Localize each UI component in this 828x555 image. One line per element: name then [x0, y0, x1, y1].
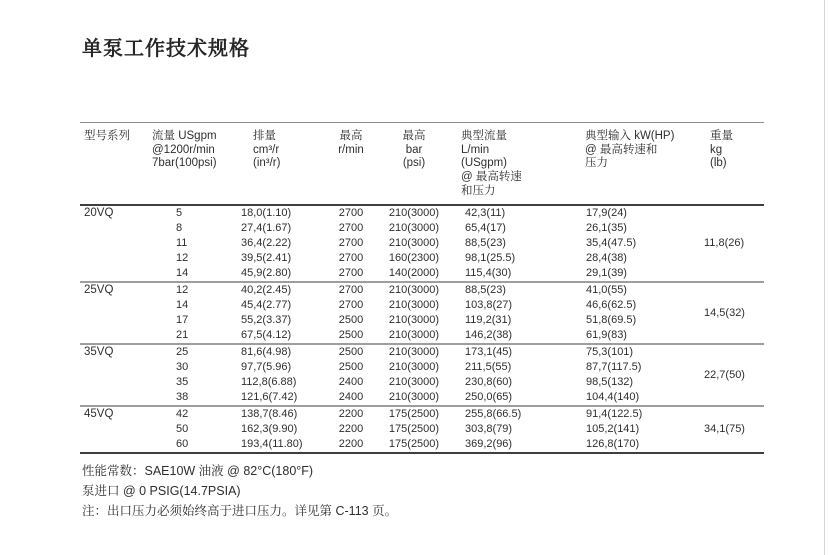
table-row	[80, 313, 764, 328]
pump-spec-table	[80, 122, 764, 454]
max-pressure-value: 210(3000)	[388, 207, 440, 220]
flow-value: 14	[176, 267, 189, 280]
table-row	[80, 298, 764, 313]
model-group-35VQ	[80, 344, 764, 406]
max-pressure-value: 160(2300)	[388, 252, 440, 265]
typical-input-value: 126,8(170)	[586, 438, 640, 451]
flow-value: 5	[176, 207, 183, 220]
displacement-value: 55,2(3.37)	[241, 314, 292, 327]
max-speed-value: 2200	[338, 423, 364, 436]
typical-flow-value: 103,8(27)	[465, 299, 513, 312]
flow-value: 11	[176, 237, 188, 250]
max-pressure-value: 210(3000)	[388, 237, 440, 250]
col-header-max-pressure: 最高 bar (psi)	[402, 130, 426, 170]
note-pump-inlet: 泵进口 @ 0 PSIG(14.7PSIA)	[82, 484, 241, 498]
model-series-label: 20VQ	[84, 206, 114, 219]
flow-value: 12	[176, 284, 189, 297]
max-speed-value: 2700	[338, 207, 364, 220]
max-speed-value: 2700	[338, 267, 364, 280]
flow-value: 42	[176, 408, 189, 421]
max-pressure-value: 210(3000)	[388, 329, 440, 342]
max-pressure-value: 210(3000)	[388, 346, 440, 359]
max-speed-value: 2700	[338, 222, 364, 235]
flow-value: 12	[176, 252, 189, 265]
weight-value: 14,5(32)	[704, 306, 745, 319]
typical-flow-value: 65,4(17)	[465, 222, 506, 235]
max-pressure-value: 210(3000)	[388, 222, 440, 235]
displacement-value: 40,2(2.45)	[241, 284, 292, 297]
table-row	[80, 422, 764, 437]
max-pressure-value: 210(3000)	[388, 391, 440, 404]
flow-value: 21	[176, 329, 189, 342]
max-pressure-value: 210(3000)	[388, 361, 440, 374]
displacement-value: 39,5(2.41)	[241, 252, 292, 265]
flow-value: 25	[176, 346, 189, 359]
typical-flow-value: 250,0(65)	[465, 391, 513, 404]
col-header-max-speed: 最高 r/min	[338, 130, 364, 156]
typical-input-value: 104,4(140)	[586, 391, 640, 404]
table-row	[80, 221, 764, 236]
displacement-value: 121,6(7.42)	[241, 391, 298, 404]
max-pressure-value: 210(3000)	[388, 284, 440, 297]
max-pressure-value: 210(3000)	[388, 376, 440, 389]
flow-value: 14	[176, 299, 189, 312]
weight-value: 34,1(75)	[704, 423, 745, 436]
displacement-value: 162,3(9.90)	[241, 423, 298, 436]
table-header-row	[80, 123, 764, 205]
model-series-label: 45VQ	[84, 407, 114, 420]
col-header-model: 型号系列	[84, 130, 130, 142]
table-row	[80, 282, 764, 298]
max-pressure-value: 210(3000)	[388, 314, 440, 327]
typical-input-value: 28,4(38)	[586, 252, 627, 265]
typical-input-value: 98,5(132)	[586, 376, 634, 389]
typical-input-value: 46,6(62.5)	[586, 299, 637, 312]
flow-value: 60	[176, 438, 189, 451]
flow-value: 50	[176, 423, 189, 436]
note-performance-constants: 性能常数：SAE10W 油液 @ 82°C(180°F)	[82, 464, 314, 478]
flow-value: 17	[176, 314, 189, 327]
table-row	[80, 360, 764, 375]
table-row	[80, 406, 764, 422]
note-outlet-pressure: 注：出口压力必须始终高于进口压力。详见第 C-113 页。	[82, 504, 398, 518]
flow-value: 35	[176, 376, 189, 389]
model-group-45VQ	[80, 406, 764, 453]
displacement-value: 81,6(4.98)	[241, 346, 292, 359]
flow-value: 8	[176, 222, 183, 235]
col-header-typical-input: 典型输入 kW(HP) @ 最高转速和 压力	[585, 130, 675, 170]
typical-input-value: 41,0(55)	[586, 284, 627, 297]
max-speed-value: 2700	[338, 237, 364, 250]
max-speed-value: 2200	[338, 408, 364, 421]
table-row	[80, 205, 764, 221]
table-row	[80, 328, 764, 344]
typical-input-value: 75,3(101)	[586, 346, 634, 359]
displacement-value: 67,5(4.12)	[241, 329, 292, 342]
model-series-label: 25VQ	[84, 283, 114, 296]
typical-input-value: 17,9(24)	[586, 207, 627, 220]
weight-value: 22,7(50)	[704, 368, 745, 381]
typical-flow-value: 42,3(11)	[465, 207, 506, 220]
flow-value: 30	[176, 361, 189, 374]
displacement-value: 193,4(11.80)	[241, 438, 303, 451]
flow-value: 38	[176, 391, 189, 404]
max-speed-value: 2500	[338, 314, 364, 327]
table-row	[80, 344, 764, 360]
table-row	[80, 266, 764, 282]
typical-flow-value: 88,5(23)	[465, 284, 506, 297]
max-pressure-value: 175(2500)	[388, 408, 440, 421]
table-row	[80, 390, 764, 406]
max-pressure-value: 140(2000)	[388, 267, 440, 280]
max-speed-value: 2700	[338, 299, 364, 312]
typical-input-value: 29,1(39)	[586, 267, 627, 280]
table-row	[80, 251, 764, 266]
typical-flow-value: 115,4(30)	[465, 267, 512, 280]
typical-input-value: 91,4(122.5)	[586, 408, 643, 421]
typical-input-value: 26,1(35)	[586, 222, 627, 235]
max-pressure-value: 210(3000)	[388, 299, 440, 312]
typical-input-value: 51,8(69.5)	[586, 314, 637, 327]
typical-input-value: 35,4(47.5)	[586, 237, 637, 250]
page-title: 单泵工作技术规格	[82, 38, 250, 60]
displacement-value: 45,4(2.77)	[241, 299, 292, 312]
model-group-20VQ	[80, 205, 764, 282]
col-header-flow: 流量 USgpm @1200r/min 7bar(100psi)	[152, 130, 217, 170]
max-speed-value: 2500	[338, 329, 364, 342]
max-speed-value: 2400	[338, 391, 364, 404]
displacement-value: 18,0(1.10)	[241, 207, 292, 220]
max-pressure-value: 175(2500)	[388, 423, 440, 436]
displacement-value: 27,4(1.67)	[241, 222, 292, 235]
displacement-value: 45,9(2.80)	[241, 267, 292, 280]
displacement-value: 97,7(5.96)	[241, 361, 292, 374]
typical-flow-value: 119,2(31)	[465, 314, 512, 327]
typical-flow-value: 211,5(55)	[465, 361, 512, 374]
col-header-displacement: 排量 cm³/r (in³/r)	[253, 130, 281, 170]
col-header-weight: 重量 kg (lb)	[710, 130, 733, 170]
table-row	[80, 236, 764, 251]
footer-notes	[82, 461, 397, 521]
typical-flow-value: 146,2(38)	[465, 329, 513, 342]
typical-flow-value: 255,8(66.5)	[465, 408, 522, 421]
max-speed-value: 2700	[338, 252, 364, 265]
max-pressure-value: 175(2500)	[388, 438, 440, 451]
typical-flow-value: 98,1(25.5)	[465, 252, 516, 265]
typical-flow-value: 369,2(96)	[465, 438, 513, 451]
col-header-typical-flow: 典型流量 L/min (USgpm) @ 最高转速 和压力	[461, 130, 522, 197]
model-series-label: 35VQ	[84, 345, 114, 358]
max-speed-value: 2500	[338, 361, 364, 374]
displacement-value: 112,8(6.88)	[241, 376, 297, 389]
typical-flow-value: 88,5(23)	[465, 237, 506, 250]
displacement-value: 138,7(8.46)	[241, 408, 298, 421]
displacement-value: 36,4(2.22)	[241, 237, 292, 250]
max-speed-value: 2700	[338, 284, 364, 297]
typical-flow-value: 303,8(79)	[465, 423, 513, 436]
typical-input-value: 87,7(117.5)	[586, 361, 642, 374]
typical-flow-value: 230,8(60)	[465, 376, 513, 389]
scan-page-edge	[824, 0, 825, 555]
max-speed-value: 2500	[338, 346, 364, 359]
typical-input-value: 105,2(141)	[586, 423, 640, 436]
max-speed-value: 2200	[338, 438, 364, 451]
weight-value: 11,8(26)	[704, 237, 745, 250]
table-row	[80, 437, 764, 453]
table-row	[80, 375, 764, 390]
model-group-25VQ	[80, 282, 764, 344]
max-speed-value: 2400	[338, 376, 364, 389]
typical-input-value: 61,9(83)	[586, 329, 627, 342]
typical-flow-value: 173,1(45)	[465, 346, 513, 359]
